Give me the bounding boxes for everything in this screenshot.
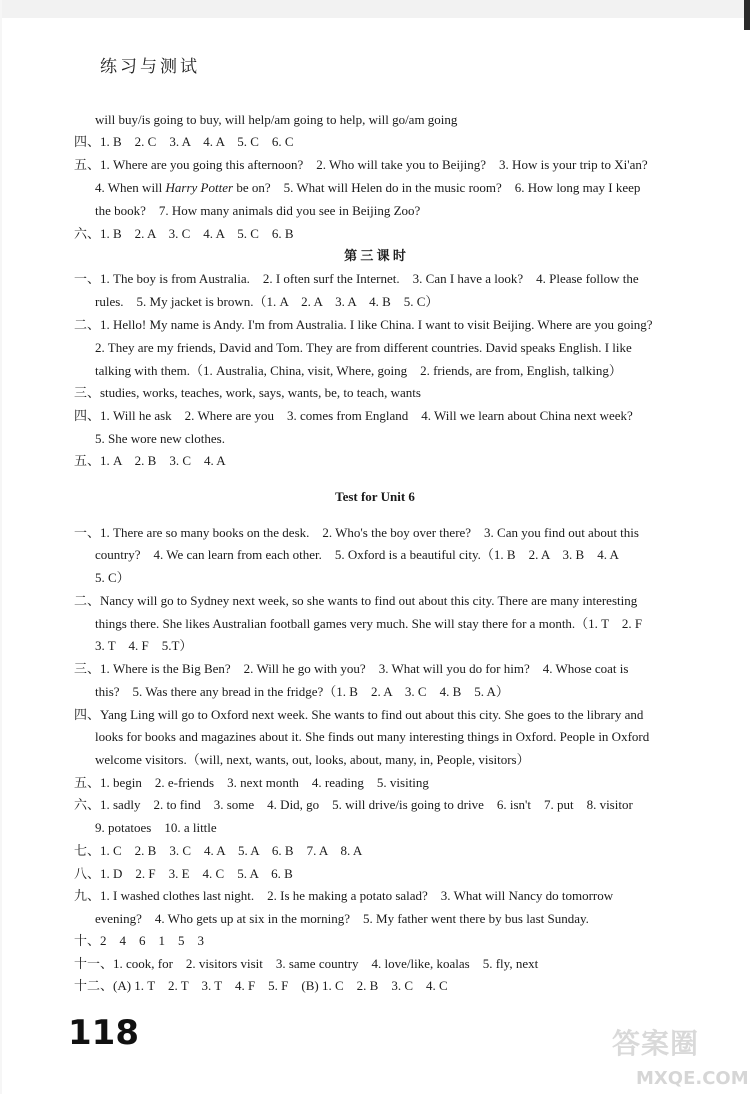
answer-line: rules. 5. My jacket is brown.（1. A 2. A 3. A 4. B 5. C） (95, 294, 439, 309)
answer-line: 三、studies, works, teaches, work, says, wants, be, to teach, wants (74, 385, 421, 400)
answer-line: talking with them.（1. Australia, China, visit, Where, going 2. friends, are from, English, talking） (95, 363, 622, 378)
watermark-logo: 答案圈 (612, 1027, 700, 1060)
answer-line: looks for books and magazines about it. She finds out many interesting things in Oxford. People in Oxford (95, 729, 650, 744)
answer-line: 六、1. B 2. A 3. C 4. A 5. C 6. B (74, 226, 294, 241)
answer-line: 五、1. A 2. B 3. C 4. A (74, 453, 226, 468)
answer-line: 十二、(A) 1. T 2. T 3. T 4. F 5. F (B) 1. C 2. B 3. C 4. C (74, 978, 448, 993)
scan-left-margin (0, 0, 2, 1094)
answer-line: 九、1. I washed clothes last night. 2. Is he making a potato salad? 3. What will Nancy do tomorrow (74, 888, 614, 903)
answer-line: 三、1. Where is the Big Ben? 2. Will he go with you? 3. What will you do for him? 4. Whose coat is (74, 661, 629, 676)
answer-line: the book? 7. How many animals did you see in Beijing Zoo? (95, 203, 421, 218)
answer-line: will buy/is going to buy, will help/am going to help, will go/am going (95, 112, 458, 127)
answer-line: country? 4. We can learn from each other. 5. Oxford is a beautiful city.（1. B 2. A 3. B 4. A (95, 547, 619, 562)
answer-line: 十、2 4 6 1 5 3 (74, 933, 205, 948)
answer-line: 9. potatoes 10. a little (95, 820, 217, 835)
answer-line: 5. C） (95, 570, 130, 585)
answer-line: things there. She likes Australian football games very much. She will stay there for a month.（1. T 2. F (95, 616, 643, 631)
answer-line: 二、1. Hello! My name is Andy. I'm from Australia. I like China. I want to visit Beijing. Where are you going? (74, 317, 653, 332)
answer-line: 十一、1. cook, for 2. visitors visit 3. same country 4. love/like, koalas 5. fly, next (74, 956, 539, 971)
section-heading: 第 三 课 时 (344, 248, 406, 263)
answer-line: welcome visitors.（will, next, wants, out, looks, about, many, in, People, visitors） (95, 752, 530, 767)
answer-line: 一、1. The boy is from Australia. 2. I often surf the Internet. 3. Can I have a look? 4. Please follow the (74, 271, 639, 286)
answer-line: 3. T 4. F 5.T） (95, 638, 193, 653)
answer-text: 4. When will (95, 180, 166, 195)
answer-line: 2. They are my friends, David and Tom. They are from different countries. David speaks English. I like (95, 340, 632, 355)
section-heading: Test for Unit 6 (335, 489, 415, 504)
answer-line (95, 180, 640, 196)
answer-line: evening? 4. Who gets up at six in the morning? 5. My father went there by bus last Sunday. (95, 911, 589, 926)
answer-line: 二、Nancy will go to Sydney next week, so she wants to find out about this city. There are many interesting (74, 593, 638, 608)
page-header-title: 练习与测试 (100, 57, 200, 77)
answer-line: 四、1. B 2. C 3. A 4. A 5. C 6. C (74, 134, 294, 149)
answer-line: 5. She wore new clothes. (95, 431, 225, 446)
answer-line: 五、1. Where are you going this afternoon? 2. Who will take you to Beijing? 3. How is your trip to Xi'an? (74, 157, 648, 172)
answer-line: 四、1. Will he ask 2. Where are you 3. comes from England 4. Will we learn about China next week? (74, 408, 633, 423)
answer-line: this? 5. Was there any bread in the fridge?（1. B 2. A 3. C 4. B 5. A） (95, 684, 509, 699)
answer-line: 五、1. begin 2. e-friends 3. next month 4. reading 5. visiting (74, 775, 429, 790)
page-number: 118 (68, 1013, 139, 1053)
watermark-url: MXQE.COM (636, 1068, 749, 1089)
answer-line: 一、1. There are so many books on the desk. 2. Who's the boy over there? 3. Can you find out about this (74, 525, 639, 540)
book-title-italic: Harry Potter (165, 180, 234, 195)
scan-edge-mark (744, 0, 750, 30)
answer-line: 七、1. C 2. B 3. C 4. A 5. A 6. B 7. A 8. A (74, 843, 363, 858)
answer-line: 六、1. sadly 2. to find 3. some 4. Did, go 5. will drive/is going to drive 6. isn't 7. put 8. visitor (74, 797, 633, 812)
answer-text: be on? 5. What will Helen do in the music room? 6. How long may I keep (233, 180, 641, 195)
answer-line: 四、Yang Ling will go to Oxford next week. She wants to find out about this city. She goes to the library and (74, 707, 644, 722)
answer-line: 八、1. D 2. F 3. E 4. C 5. A 6. B (74, 866, 293, 881)
scan-top-margin (0, 0, 750, 18)
